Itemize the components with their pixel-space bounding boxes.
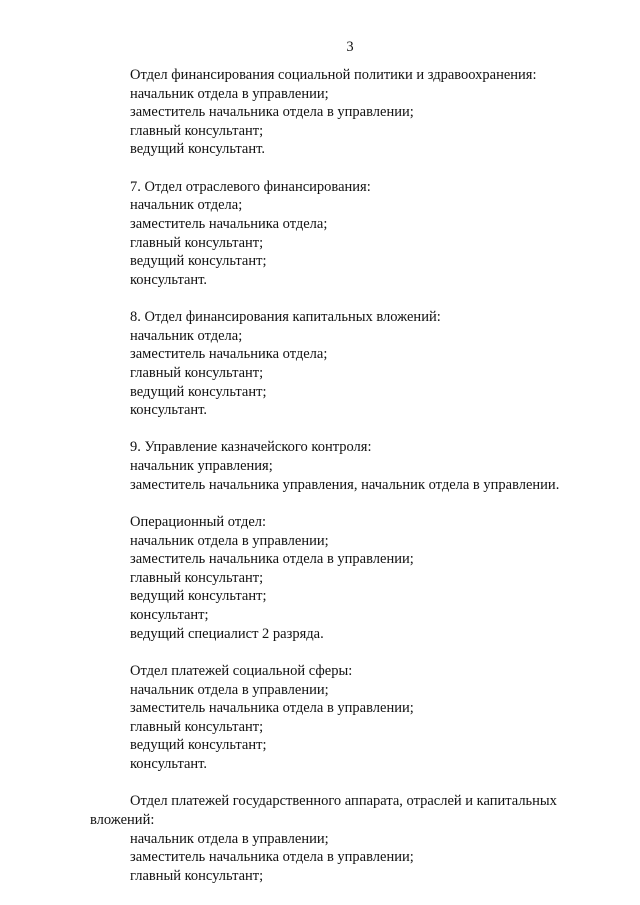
position-item: заместитель начальника отдела; bbox=[130, 215, 328, 232]
position-item: заместитель начальника отдела в управлении; bbox=[130, 551, 414, 568]
position-item: начальник отдела в управлении; bbox=[130, 681, 329, 698]
position-item: главный консультант; bbox=[130, 122, 264, 139]
position-item: главный консультант; bbox=[130, 364, 264, 381]
section-title: Отдел финансирования социальной политики и здравоохранения: bbox=[130, 67, 537, 83]
position-item: начальник отдела; bbox=[130, 327, 243, 344]
position-item: заместитель начальника отдела в управлении; bbox=[130, 104, 414, 121]
position-item: главный консультант; bbox=[130, 569, 264, 586]
position-item: консультант. bbox=[130, 755, 208, 772]
section bbox=[90, 66, 590, 159]
section-title: 7. Отдел отраслевого финансирования: bbox=[130, 178, 371, 195]
position-item: ведущий консультант; bbox=[130, 383, 267, 400]
section-title: Отдел платежей государственного аппарата, отраслей и капитальных вложений: bbox=[90, 793, 557, 828]
position-item: заместитель начальника отдела в управлении; bbox=[130, 700, 414, 717]
position-item: начальник отдела в управлении; bbox=[130, 85, 329, 102]
position-item: главный консультант; bbox=[130, 718, 264, 735]
page-number: 3 bbox=[346, 39, 354, 55]
position-item: ведущий консультант; bbox=[130, 588, 267, 605]
section-title: 8. Отдел финансирования капитальных вложений: bbox=[130, 309, 441, 326]
position-item: начальник отдела в управлении; bbox=[130, 532, 329, 549]
position-item: консультант. bbox=[130, 402, 208, 419]
position-item: заместитель начальника управления, начальник отдела в управлении. bbox=[130, 476, 560, 493]
position-item: начальник отдела в управлении; bbox=[130, 830, 329, 847]
position-item: ведущий консультант; bbox=[130, 253, 267, 270]
position-item: заместитель начальника отдела; bbox=[130, 346, 328, 363]
position-item: консультант. bbox=[130, 271, 208, 288]
section bbox=[90, 308, 590, 420]
section-title: 9. Управление казначейского контроля: bbox=[130, 439, 372, 456]
section-title: Отдел платежей социальной сферы: bbox=[130, 663, 353, 680]
section bbox=[90, 792, 590, 885]
document-body bbox=[90, 66, 590, 904]
position-item: консультант; bbox=[130, 607, 209, 624]
section bbox=[90, 513, 590, 643]
section bbox=[90, 178, 590, 290]
section bbox=[90, 438, 590, 494]
position-item: ведущий специалист 2 разряда. bbox=[130, 625, 324, 642]
position-item: начальник отдела; bbox=[130, 197, 243, 214]
position-item: заместитель начальника отдела в управлении; bbox=[130, 849, 414, 866]
position-item: начальник управления; bbox=[130, 458, 273, 475]
position-item: главный консультант; bbox=[130, 234, 264, 251]
position-item: ведущий консультант. bbox=[130, 141, 265, 158]
position-item: ведущий консультант; bbox=[130, 737, 267, 754]
section bbox=[90, 662, 590, 774]
position-item: главный консультант; bbox=[130, 867, 264, 884]
section-title: Операционный отдел: bbox=[130, 514, 267, 531]
